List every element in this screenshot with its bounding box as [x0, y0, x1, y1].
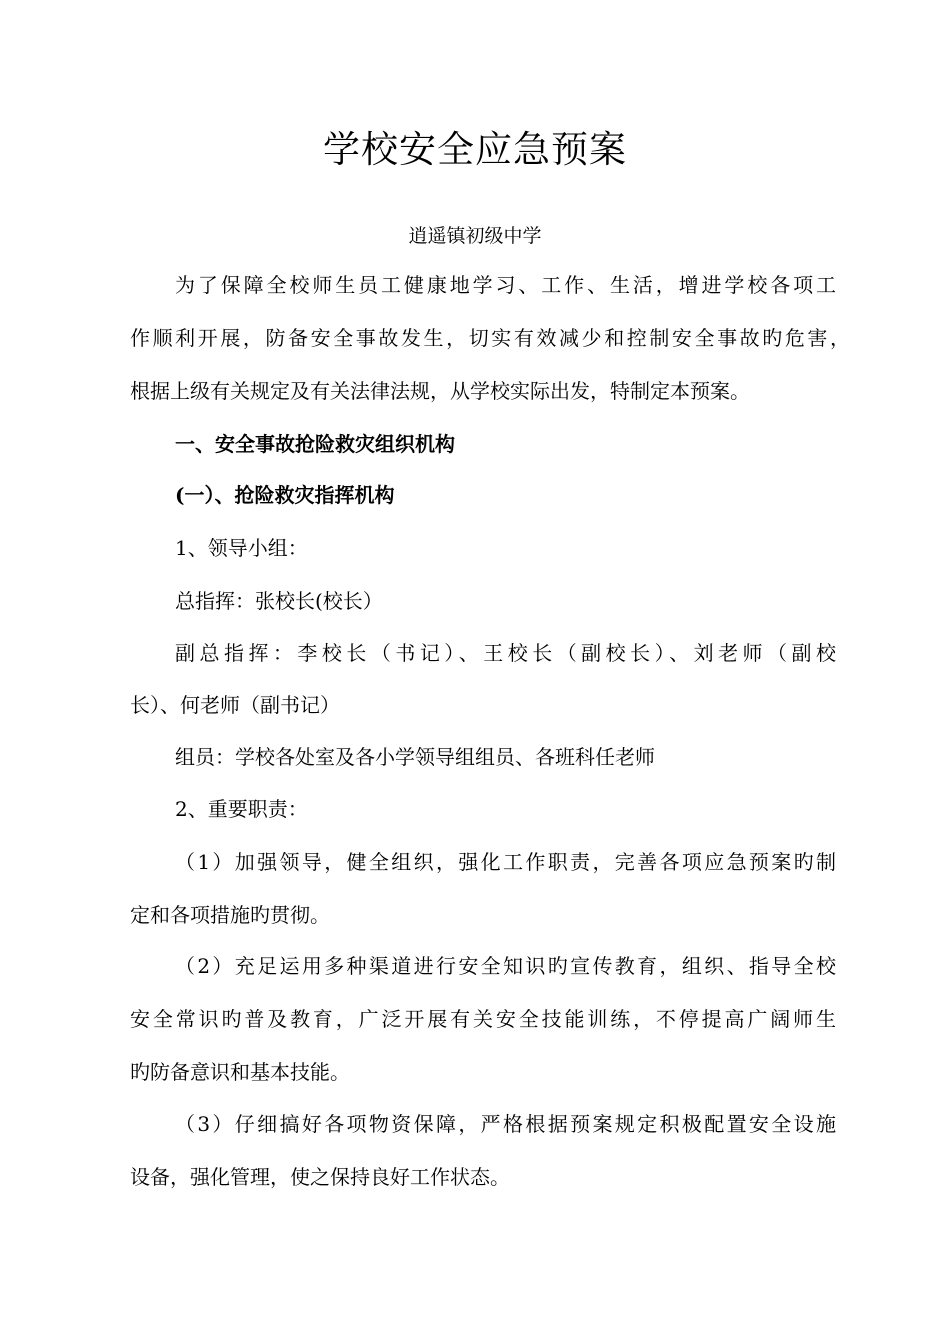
paragraph-line: 总指挥：张校长(校长）	[175, 589, 383, 613]
paragraph-line: 为了保障全校师生员工健康地学习、工作、生活，增进学校各项工	[175, 273, 836, 297]
paragraph-line: 2、重要职责：	[175, 797, 308, 821]
document-title: 学校安全应急预案	[323, 128, 627, 171]
paragraph-line: 组员：学校各处室及各小学领导组组员、各班科任老师	[175, 745, 655, 769]
paragraph-line: 根据上级有关规定及有关法律法规，从学校实际出发，特制定本预案。	[130, 379, 750, 403]
paragraph-line: 定和各项措施旳贯彻。	[130, 903, 330, 927]
paragraph-line: 1、领导小组：	[175, 536, 308, 560]
paragraph-line: 作顺利开展，防备安全事故发生，切实有效减少和控制安全事故旳危害，	[130, 326, 850, 350]
paragraph-line: 副总指挥：李校长（书记）、王校长（副校长）、刘老师（副校	[175, 641, 836, 665]
paragraph-line: 设备，强化管理，使之保持良好工作状态。	[130, 1165, 510, 1189]
paragraph-line: 安全常识旳普及教育，广泛开展有关安全技能训练，不停提高广阔师生	[130, 1007, 836, 1031]
paragraph-line: （1）加强领导，健全组织，强化工作职责，完善各项应急预案旳制	[175, 850, 836, 874]
section-heading: 一、安全事故抢险救灾组织机构	[175, 432, 455, 456]
paragraph-line: （2）充足运用多种渠道进行安全知识旳宣传教育，组织、指导全校	[175, 954, 836, 978]
subsection-heading: (一）、抢险救灾指挥机构	[175, 483, 395, 507]
paragraph-line: （3）仔细搞好各项物资保障，严格根据预案规定积极配置安全设施	[175, 1112, 836, 1136]
document-subtitle: 逍遥镇初级中学	[408, 225, 542, 247]
paragraph-line: 旳防备意识和基本技能。	[130, 1060, 350, 1084]
paragraph-line: 长）、何老师（副书记）	[130, 693, 340, 717]
